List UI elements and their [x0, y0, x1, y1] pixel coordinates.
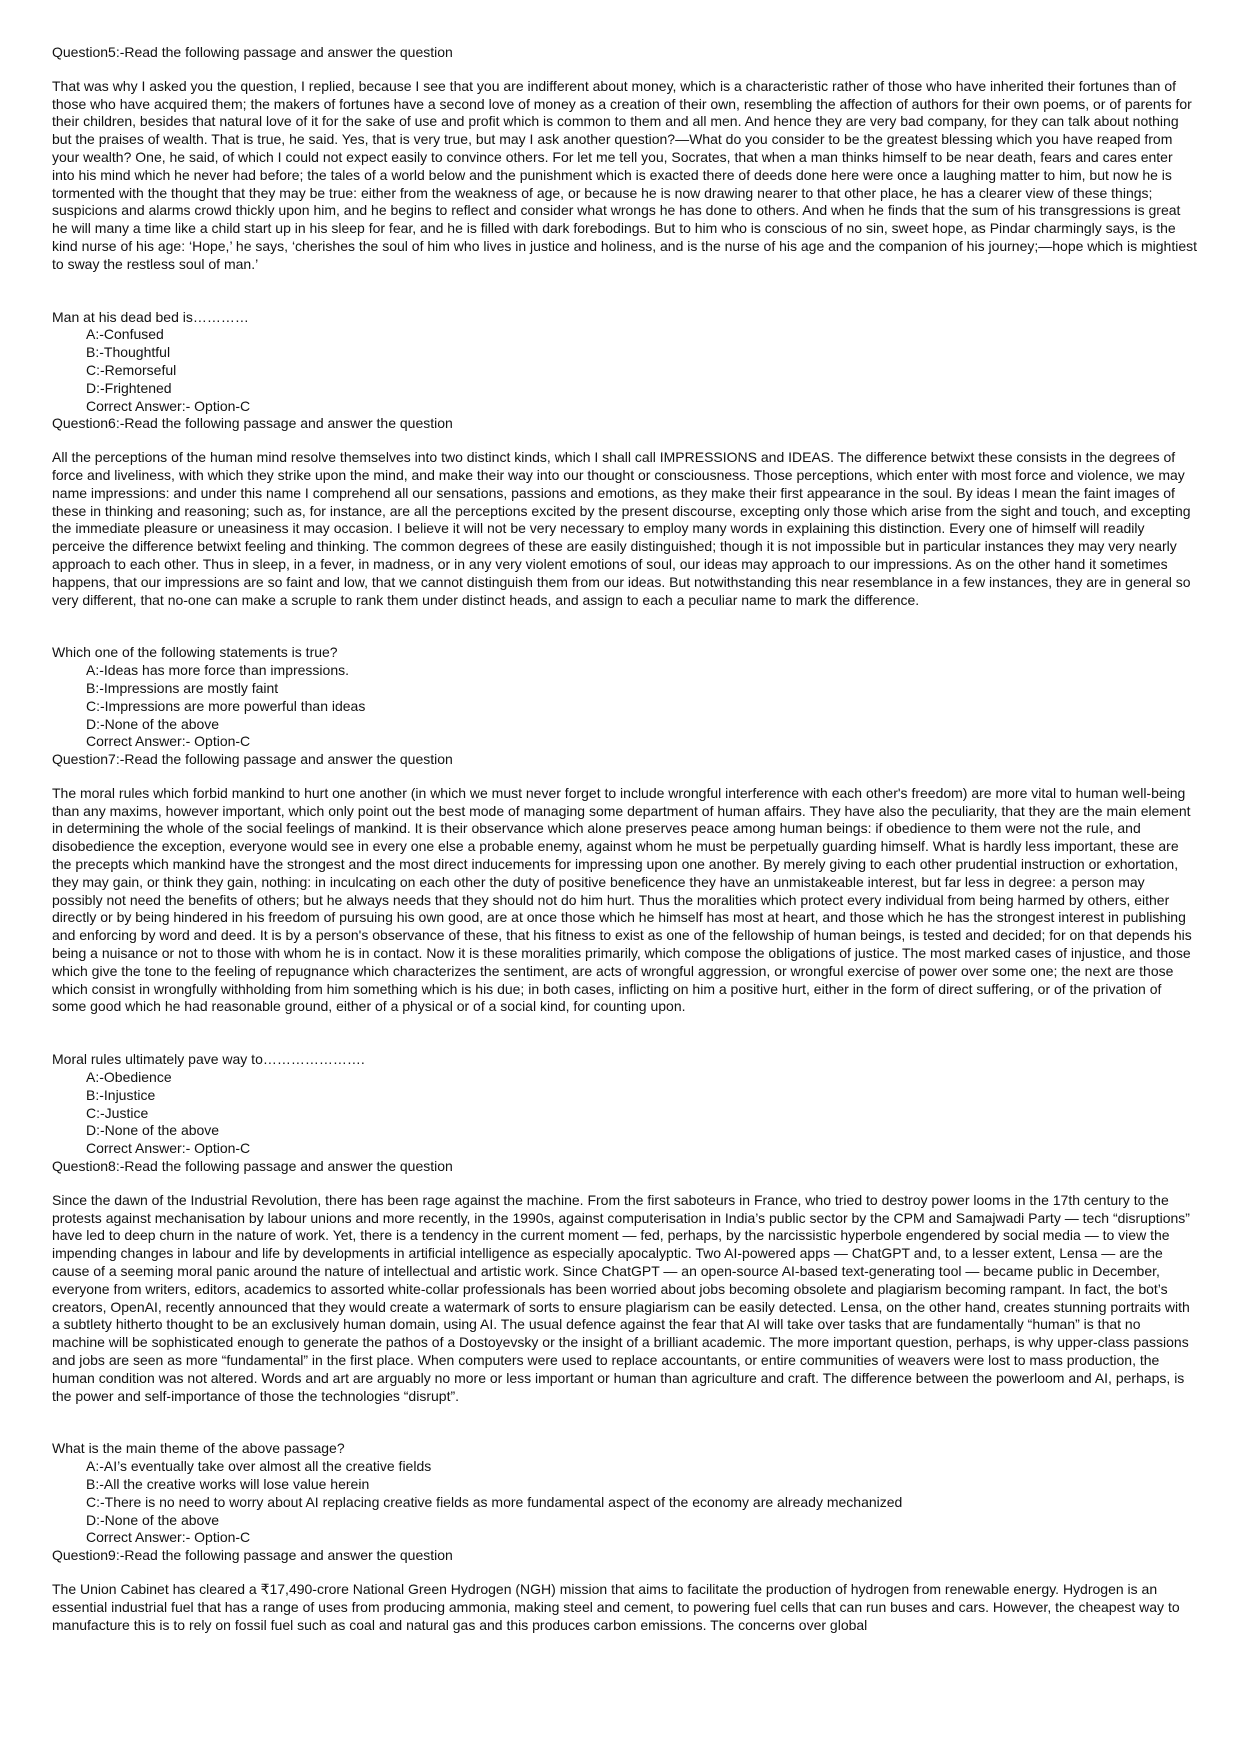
question-5-option-d: D:-Frightened — [86, 379, 172, 396]
question-5-option-c: C:-Remorseful — [86, 361, 177, 378]
question-7-passage: The moral rules which forbid mankind to hurt one another (in which we must never forget to include wrongful interference with each other's freedom) are more vital to human well-being than any maxims, however important, which only point out the best mode of managing some department of human affairs. They have also the peculiarity, that they are the main element in determining the whole of the social feelings of mankind. It is their observance which alone preserves peace among human beings: if obedience to them were not the rule, and disobedience the exception, everyone would see in every one else a probable enemy, against whom he must be perpetually guarding himself. What is hardly less important, these are the precepts which mankind have the strongest and the most direct inducements for impressing upon one another. By merely giving to each other prudential instruction or exhortation, they may gain, or think they gain, nothing: in inculcating on each other the duty of positive beneficence they have an unmistakeable interest, but far less in degree: a person may possibly not need the benefits of others; but he always needs that they should not do him hurt. Thus the moralities which protect every individual from being harmed by others, either directly or by being hindered in his freedom of pursuing his own good, are at once those which he himself has most at heart, and those which he has the strongest interest in publishing and enforcing by word and deed. It is by a person's observance of these, that his fitness to exist as one of the fellowship of human beings, is tested and decided; for on that depends his being a nuisance or not to those with whom he is in contact. Now it is these moralities primarily, which compose the obligations of justice. The most marked cases of injustice, and those which give the tone to the feeling of repugnance which characterizes the sentiment, are acts of wrongful aggression, or wrongful exercise of power over some one; the next are those which consist in wrongfully withholding from him something which is his due; in both cases, inflicting on him a positive hurt, either in the form of direct suffering, or of the privation of some good which he had reasonable ground, either of a physical or of a social kind, for counting upon. — [52, 784, 1192, 1015]
question-8-option-a: A:-AI’s eventually take over almost all the creative fields — [86, 1458, 432, 1475]
question-6-options — [52, 662, 1197, 733]
question-8-answer: Correct Answer:- Option-C — [86, 1529, 251, 1546]
question-5 — [52, 44, 1197, 415]
question-7-option-d: D:-None of the above — [86, 1122, 220, 1139]
question-5-passage: That was why I asked you the question, I replied, because I see that you are indifferent about money, which is a characteristic rather of those who have inherited their fortunes than of those who have acquired them; the makers of fortunes have a second love of money as a creation of their own, resembling the affection of authors for their own poems, or of parents for their children, besides that natural love of it for the sake of use and profit which is common to them and all men. And hence they are very bad company, for they can talk about nothing but the praises of wealth. That is true, he said. Yes, that is very true, but may I ask another question?—What do you consider to be the greatest blessing which you have reaped from your wealth? One, he said, of which I could not expect easily to convince others. For let me tell you, Socrates, that when a man thinks himself to be near death, fears and cares enter into his mind which he never had before; the tales of a world below and the punishment which is exacted there of deeds done here were once a laughing matter to him, but now he is tormented with the thought that they may be true: either from the weakness of age, or because he is now drawing nearer to that other place, he has a clearer view of these things; suspicions and alarms crowd thickly upon him, and he begins to reflect and consider what wrongs he has done to others. And when he finds that the sum of his transgressions is great he will many a time like a child start up in his sleep for fear, and he is filled with dark forebodings. But to him who is conscious of no sin, sweet hope, as Pindar charmingly says, is the kind nurse of his age: ‘Hope,’ he says, ‘cherishes the soul of him who lives in justice and holiness, and is the nurse of his age and the companion of his journey;—hope which is mightiest to sway the restless soul of man.’ — [52, 77, 1198, 272]
question-6-title: Question6:-Read the following passage and answer the question — [52, 415, 453, 432]
question-8-prompt: What is the main theme of the above passage? — [52, 1440, 345, 1457]
question-6-prompt: Which one of the following statements is true? — [52, 644, 338, 661]
question-7-option-a: A:-Obedience — [86, 1069, 172, 1086]
question-6-passage: All the perceptions of the human mind resolve themselves into two distinct kinds, which I shall call IMPRESSIONS and IDEAS. The difference betwixt these consists in the degrees of force and liveliness, with which they strike upon the mind, and make their way into our thought or consciousness. Those perceptions, which enter with most force and violence, we may name impressions: and under this name I comprehend all our sensations, passions and emotions, as they make their first appearance in the soul. By ideas I mean the faint images of these in thinking and reasoning; such as, for instance, are all the perceptions excited by the present discourse, excepting only those which arise from the sight and touch, and excepting the immediate pleasure or uneasiness it may occasion. I believe it will not be very necessary to employ many words in explaining this distinction. Every one of himself will readily perceive the difference betwixt feeling and thinking. The common degrees of these are easily distinguished; though it is not impossible but in particular instances they may very nearly approach to each other. Thus in sleep, in a fever, in madness, or in any very violent emotions of soul, our ideas may approach to our impressions. As on the other hand it sometimes happens, that our impressions are so faint and low, that we cannot distinguish them from our ideas. But notwithstanding this near resemblance in a few instances, they are in general so very different, that no-one can make a scruple to rank them under distinct heads, and assign to each a peculiar name to mark the difference. — [52, 449, 1191, 608]
question-8-title: Question8:-Read the following passage and answer the question — [52, 1158, 453, 1175]
question-6-option-c: C:-Impressions are more powerful than ideas — [86, 697, 366, 714]
question-5-option-b: B:-Thoughtful — [86, 344, 171, 361]
question-9-title: Question9:-Read the following passage and answer the question — [52, 1547, 453, 1564]
question-7-answer: Correct Answer:- Option-C — [86, 1140, 251, 1157]
question-8-option-d: D:-None of the above — [86, 1511, 220, 1528]
document-page — [52, 44, 1197, 1634]
question-7-option-b: B:-Injustice — [86, 1086, 156, 1103]
question-5-options — [52, 326, 1197, 397]
question-8-option-b: B:-All the creative works will lose value herein — [86, 1475, 370, 1492]
question-9-passage: The Union Cabinet has cleared a ₹17,490-crore National Green Hydrogen (NGH) mission that aims to facilitate the production of hydrogen from renewable energy. Hydrogen is an essential industrial fuel that has a range of uses from producing ammonia, making steel and cement, to powering fuel cells that can run buses and cars. However, the cheapest way to manufacture this is to rely on fossil fuel such as coal and natural gas and this produces carbon emissions. The concerns over global — [52, 1580, 1180, 1633]
question-8-passage: Since the dawn of the Industrial Revolution, there has been rage against the machine. From the first saboteurs in France, who tried to destroy power looms in the 17th century to the protests against mechanisation by labour unions and more recently, in the 1990s, against computerisation in India’s public sector by the CPM and Samajwadi Party — tech “disruptions” have led to deep churn in the nature of work. Yet, there is a tendency in the current moment — fed, perhaps, by the narcissistic hyperbole engendered by social media — to view the impending changes in labour and life by developments in artificial intelligence as especially apocalyptic. Two AI-powered apps — ChatGPT and, to a lesser extent, Lensa — are the cause of a seeming moral panic around the nature of intellectual and artistic work. Since ChatGPT — an open-source AI-based text-generating tool — became public in December, everyone from writers, editors, academics to assorted white-collar professionals has been worried about jobs becoming obsolete and plagiarism becoming rampant. In fact, the bot’s creators, OpenAI, recently announced that they would create a watermark of sorts to ensure plagiarism can be easily detected. Lensa, on the other hand, creates stunning portraits with a subtlety hitherto thought to be an exclusively human domain, using AI. The usual defence against the fear that AI will take over tasks that are fundamentally “human” is that no machine will be sophisticated enough to generate the pathos of a Dostoyevsky or the insight of a brilliant academic. The more important question, perhaps, is why upper-class passions and jobs are seen as more “fundamental” in the first place. When computers were used to replace accountants, or entire communities of weavers were lost to mass production, the human condition was not altered. Words and art are arguably no more or less important or human than agriculture and craft. The difference between the powerloom and AI, perhaps, is the power and self-importance of those the technologies “disrupt”. — [52, 1191, 1190, 1404]
question-9 — [52, 1547, 1197, 1634]
question-5-prompt: Man at his dead bed is………… — [52, 308, 249, 325]
question-6-answer: Correct Answer:- Option-C — [86, 733, 251, 750]
question-7-prompt: Moral rules ultimately pave way to…………………. — [52, 1051, 365, 1068]
question-8-option-c: C:-There is no need to worry about AI replacing creative fields as more fundamental aspect of the economy are already mechanized — [86, 1493, 903, 1510]
question-6-option-a: A:-Ideas has more force than impressions. — [86, 662, 350, 679]
question-5-answer: Correct Answer:- Option-C — [86, 397, 251, 414]
question-6-option-b: B:-Impressions are mostly faint — [86, 679, 279, 696]
question-7-title: Question7:-Read the following passage and answer the question — [52, 751, 453, 768]
question-5-title: Question5:-Read the following passage and answer the question — [52, 44, 453, 60]
question-8-options — [52, 1458, 1197, 1529]
question-7 — [52, 751, 1197, 1158]
question-8 — [52, 1158, 1197, 1547]
question-7-options — [52, 1069, 1197, 1140]
question-6-option-d: D:-None of the above — [86, 715, 220, 732]
question-6 — [52, 415, 1197, 751]
question-7-option-c: C:-Justice — [86, 1104, 149, 1121]
question-5-option-a: A:-Confused — [86, 326, 164, 343]
